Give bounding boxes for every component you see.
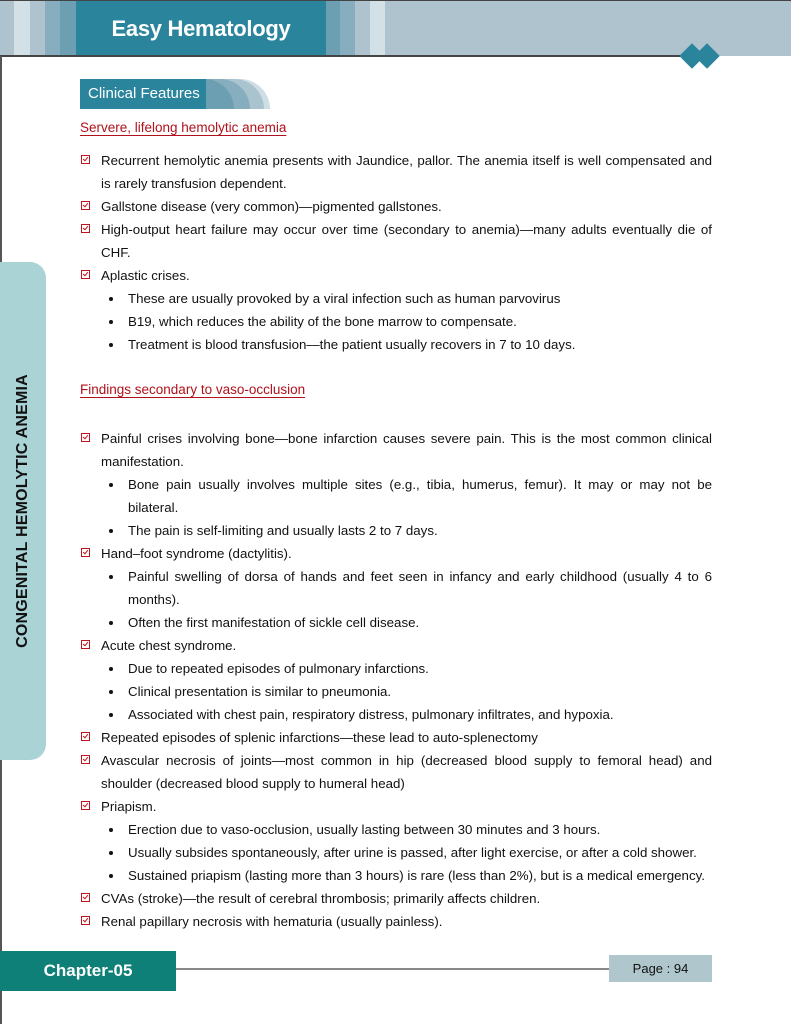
bullet-dot-icon [109, 828, 113, 832]
bullet-dot-icon [109, 529, 113, 533]
footer-divider [176, 968, 610, 970]
bullet-dot-icon [109, 320, 113, 324]
bullet-dot-icon [109, 297, 113, 301]
checkbox-checked-icon [81, 201, 90, 210]
header-divider [0, 55, 690, 57]
bullet-list [80, 287, 712, 356]
bullet-item [101, 565, 712, 611]
bullet-item [101, 287, 712, 310]
checklist-item [80, 634, 712, 657]
checklist-item [80, 542, 712, 565]
bullet-item-text: Treatment is blood transfusion—the patient usually recovers in 7 to 10 days. [128, 337, 576, 352]
chapter-label: Chapter-05 [0, 951, 176, 991]
checklist-item-text: Hand–foot syndrome (dactylitis). [101, 546, 292, 561]
checklist-item [80, 726, 712, 749]
checklist-item [80, 749, 712, 795]
chapter-side-tab [0, 262, 46, 760]
page-content [80, 120, 712, 933]
content-section [80, 120, 712, 356]
bullet-list [80, 473, 712, 542]
bullet-item [101, 611, 712, 634]
checklist-item-text: Painful crises involving bone—bone infarction causes severe pain. This is the most common clinical manifestation. [101, 431, 712, 469]
checkbox-checked-icon [81, 801, 90, 810]
checklist-item [80, 264, 712, 287]
bullet-dot-icon [109, 667, 113, 671]
checklist-item-text: Acute chest syndrome. [101, 638, 237, 653]
checkbox-checked-icon [81, 433, 90, 442]
bullet-item [101, 703, 712, 726]
checkbox-checked-icon [81, 755, 90, 764]
checkbox-checked-icon [81, 893, 90, 902]
checklist-item-text: CVAs (stroke)—the result of cerebral thrombosis; primarily affects children. [101, 891, 541, 906]
checklist-item [80, 795, 712, 818]
bullet-dot-icon [109, 713, 113, 717]
checkbox-checked-icon [81, 224, 90, 233]
checklist-item-text: Avascular necrosis of joints—most common in hip (decreased blood supply to femoral head) and shoulder (decreased blood supply to humeral head) [101, 753, 712, 791]
bullet-list [80, 565, 712, 634]
checkbox-checked-icon [81, 270, 90, 279]
bullet-item [101, 680, 712, 703]
page-number: Page : 94 [609, 955, 712, 982]
header-stripe [340, 1, 355, 57]
bullet-item [101, 864, 712, 887]
checklist-item [80, 218, 712, 264]
checkbox-checked-icon [81, 732, 90, 741]
bullet-item-text: The pain is self-limiting and usually lasts 2 to 7 days. [128, 523, 438, 538]
header-stripe [0, 1, 14, 57]
checkbox-checked-icon [81, 916, 90, 925]
section-tag [80, 79, 266, 109]
book-title: Easy Hematology [76, 1, 326, 57]
bullet-dot-icon [109, 621, 113, 625]
bullet-item [101, 519, 712, 542]
checklist-item-text: Priapism. [101, 799, 157, 814]
checklist-item [80, 887, 712, 910]
header-stripe [355, 1, 370, 57]
bullet-item-text: B19, which reduces the ability of the bone marrow to compensate. [128, 314, 517, 329]
bullet-item-text: Usually subsides spontaneously, after urine is passed, after light exercise, or after a cold shower. [128, 845, 697, 860]
header-stripe [30, 1, 45, 57]
checklist-item-text: Renal papillary necrosis with hematuria (usually painless). [101, 914, 443, 929]
bullet-item [101, 333, 712, 356]
header-stripe [45, 1, 60, 57]
checkbox-checked-icon [81, 640, 90, 649]
section-heading: Servere, lifelong hemolytic anemia [80, 120, 287, 135]
bullet-item [101, 473, 712, 519]
checkbox-checked-icon [81, 155, 90, 164]
bullet-item-text: Often the first manifestation of sickle cell disease. [128, 615, 420, 630]
header-stripe [60, 1, 76, 57]
page-header [0, 0, 791, 56]
checklist-item-text: Aplastic crises. [101, 268, 190, 283]
bullet-item-text: Painful swelling of dorsa of hands and feet seen in infancy and early childhood (usually 4 to 6 months). [128, 569, 712, 607]
bullet-item [101, 657, 712, 680]
section-tag-label: Clinical Features [80, 79, 206, 109]
bullet-item-text: Clinical presentation is similar to pneumonia. [128, 684, 392, 699]
bullet-item-text: Bone pain usually involves multiple sites (e.g., tibia, humerus, femur). It may or may not be bilateral. [128, 477, 712, 515]
checklist-item-text: Repeated episodes of splenic infarctions—these lead to auto-splenectomy [101, 730, 538, 745]
bullet-list [80, 818, 712, 887]
bullet-item-text: Sustained priapism (lasting more than 3 hours) is rare (less than 2%), but is a medical emergency. [128, 868, 705, 883]
checklist-item [80, 427, 712, 473]
bullet-item [101, 310, 712, 333]
bullet-item-text: Due to repeated episodes of pulmonary infarctions. [128, 661, 429, 676]
bullet-dot-icon [109, 874, 113, 878]
bullet-item-text: Associated with chest pain, respiratory distress, pulmonary infiltrates, and hypoxia. [128, 707, 614, 722]
checklist-item-text: High-output heart failure may occur over time (secondary to anemia)—many adults eventually die of CHF. [101, 222, 712, 260]
checkbox-checked-icon [81, 548, 90, 557]
bullet-dot-icon [109, 343, 113, 347]
bullet-dot-icon [109, 690, 113, 694]
bullet-item-text: Erection due to vaso-occlusion, usually lasting between 30 minutes and 3 hours. [128, 822, 601, 837]
bullet-item [101, 841, 712, 864]
header-stripe [326, 1, 340, 57]
header-stripe [370, 1, 385, 57]
checklist-item [80, 910, 712, 933]
content-section [80, 382, 712, 933]
bullet-dot-icon [109, 575, 113, 579]
header-stripe [14, 1, 30, 57]
bullet-item [101, 818, 712, 841]
bullet-dot-icon [109, 851, 113, 855]
section-heading: Findings secondary to vaso-occlusion [80, 382, 306, 397]
bullet-dot-icon [109, 483, 113, 487]
checklist-item [80, 149, 712, 195]
side-tab-label: CONGENITAL HEMOLYTIC ANEMIA [14, 374, 31, 648]
checklist-item-text: Recurrent hemolytic anemia presents with Jaundice, pallor. The anemia itself is well compensated and is rarely transfusion dependent. [101, 153, 712, 191]
checklist-item [80, 195, 712, 218]
checklist [80, 149, 712, 356]
bullet-list [80, 657, 712, 726]
bullet-item-text: These are usually provoked by a viral infection such as human parvovirus [128, 291, 561, 306]
checklist-item-text: Gallstone disease (very common)—pigmented gallstones. [101, 199, 442, 214]
checklist [80, 427, 712, 933]
